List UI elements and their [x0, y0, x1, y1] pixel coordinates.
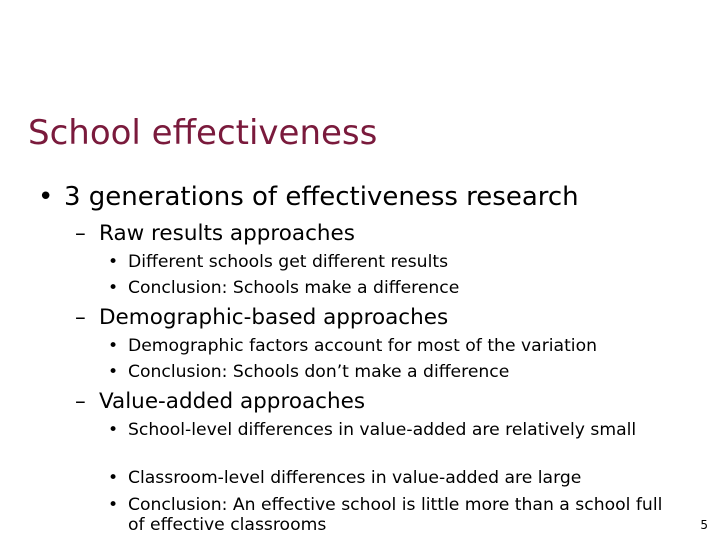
bullet-marker: • [108, 495, 119, 515]
bullet-marker: • [108, 336, 119, 356]
section-heading: – Raw results approaches [75, 221, 355, 246]
bullet-marker: • [108, 420, 119, 440]
bullet-marker: • [108, 362, 119, 382]
sub-point: • Conclusion: Schools don’t make a difference [108, 362, 510, 382]
sub-point: • Different schools get different results [108, 252, 449, 272]
bullet-marker: • [108, 468, 119, 488]
section-heading: – Demographic-based approaches [75, 305, 449, 330]
sub-point: • Classroom-level differences in value-added are large [108, 468, 582, 488]
dash-marker: – [75, 221, 86, 246]
sub-point: • Conclusion: An effective school is little more than a school full of effective classrooms [108, 495, 663, 535]
section-heading: – Value-added approaches [75, 389, 366, 414]
slide-title: School effectiveness [28, 113, 378, 153]
page-number: 5 [700, 518, 708, 532]
main-bullet-item [38, 182, 579, 212]
sub-point: • Conclusion: Schools make a difference [108, 278, 460, 298]
main-bullet-text: 3 generations of effectiveness research [64, 182, 579, 212]
bullet-marker: • [108, 278, 119, 298]
sub-point: • School-level differences in value-added are relatively small [108, 420, 637, 440]
dash-marker: – [75, 305, 86, 330]
dash-marker: – [75, 389, 86, 414]
bullet-marker: • [38, 182, 54, 212]
bullet-marker: • [108, 252, 119, 272]
sub-point: • Demographic factors account for most of the variation [108, 336, 597, 356]
